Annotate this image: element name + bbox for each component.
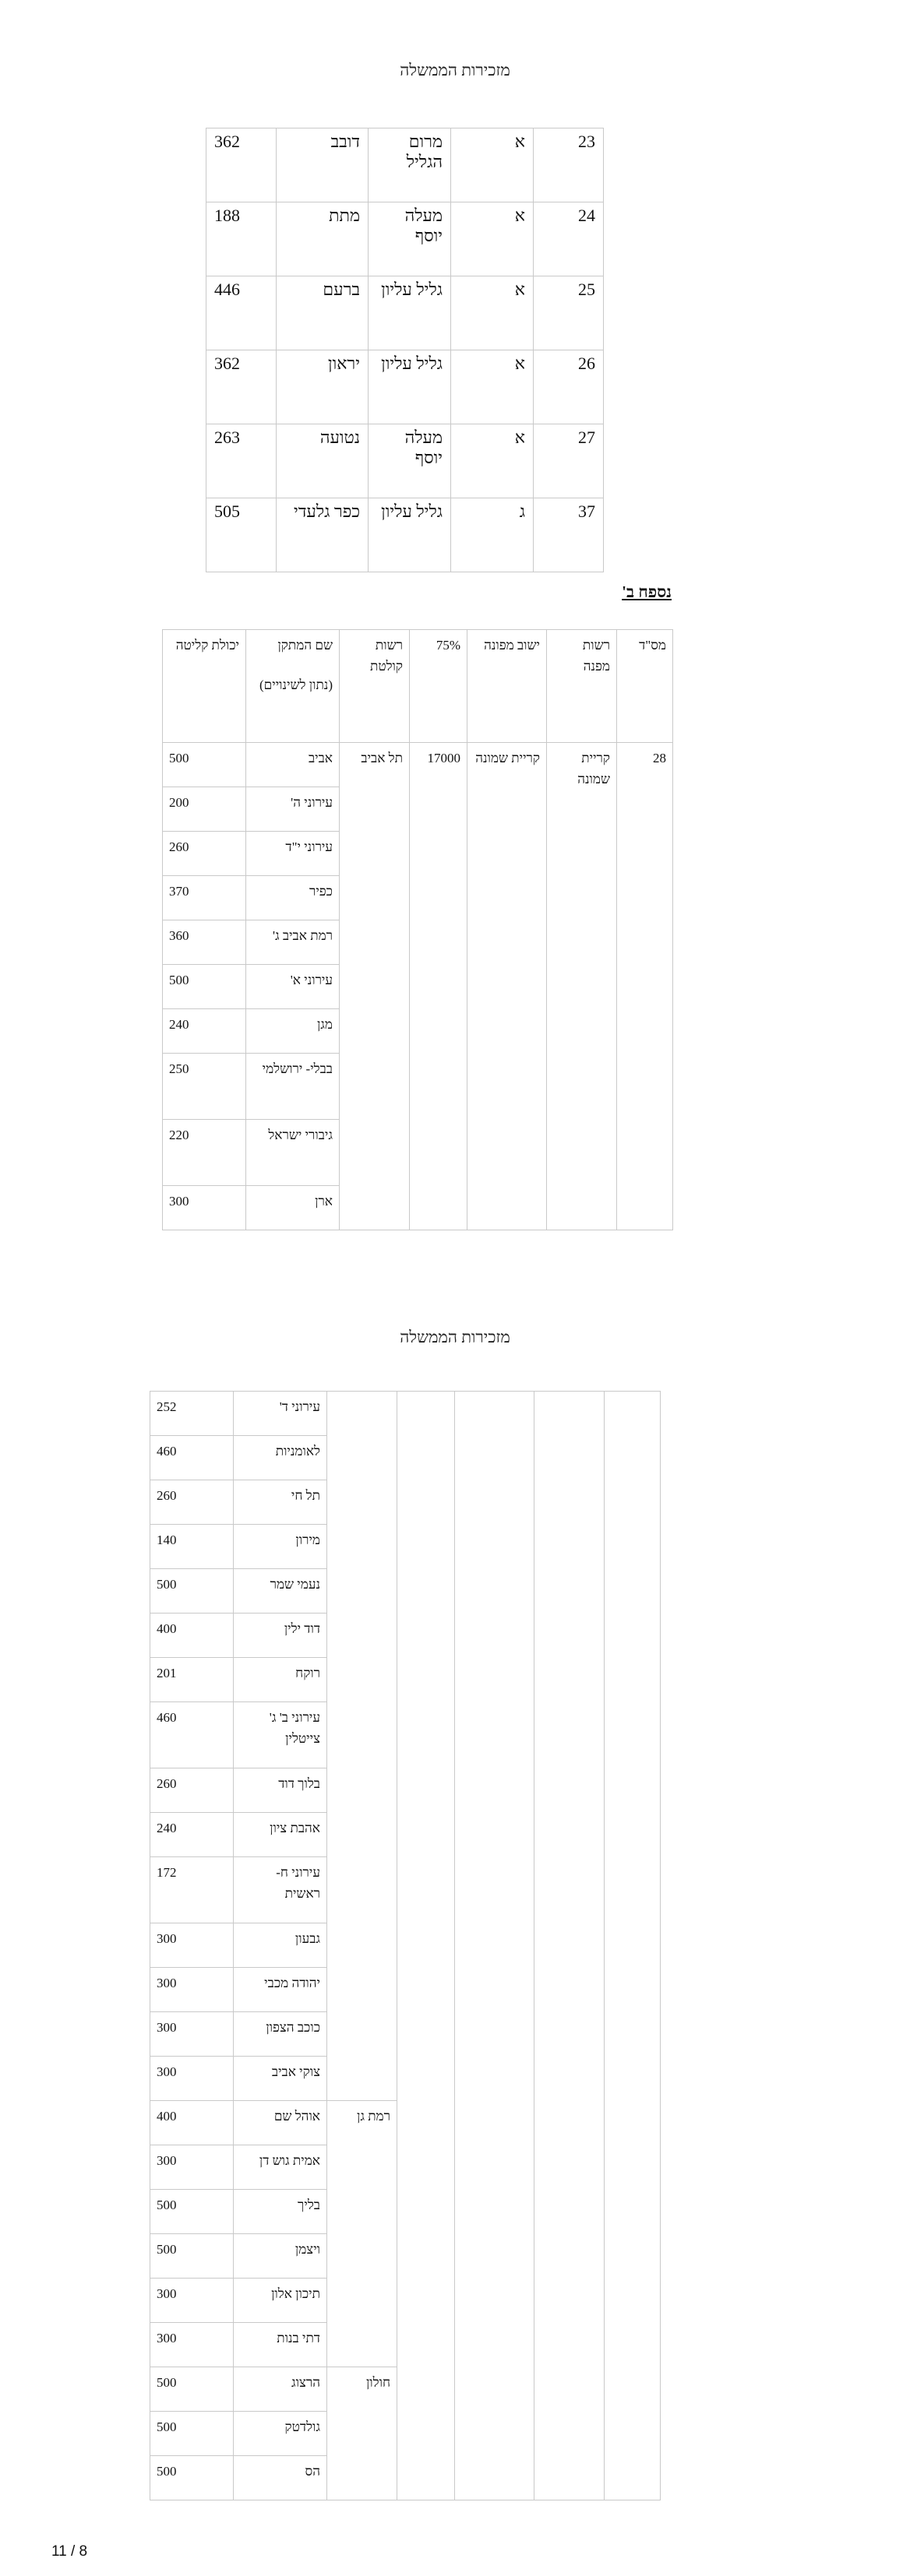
row-capacity: 300	[150, 1923, 234, 1968]
table-row	[206, 202, 604, 276]
empty-cell	[534, 1392, 605, 2500]
row-facility: עירוני א'	[246, 965, 340, 1009]
row-capacity: 460	[150, 1702, 234, 1768]
row-facility: עירוני ד'	[234, 1392, 327, 1436]
row-facility: לאומניות	[234, 1436, 327, 1480]
row-facility: כוכב הצפון	[234, 2012, 327, 2057]
row-capacity: 300	[150, 2323, 234, 2367]
row-facility: בבלי- ירושלמי	[246, 1054, 340, 1120]
row-capacity: 300	[150, 2279, 234, 2323]
row-capacity: 201	[150, 1658, 234, 1702]
row-capacity: 252	[150, 1392, 234, 1436]
row-capacity: 500	[163, 965, 246, 1009]
empty-cell	[397, 1392, 455, 2500]
row-capacity: 240	[150, 1813, 234, 1857]
page-number: 11 / 8	[51, 2543, 88, 2560]
row-capacity: 500	[150, 2190, 234, 2234]
row-settlement: יראון	[277, 350, 369, 424]
row-settlement: כפר גלעדי	[277, 498, 369, 572]
row-category: א	[451, 128, 534, 202]
row-settlement: דובב	[277, 128, 369, 202]
table-row	[163, 743, 673, 787]
row-capacity: 172	[150, 1857, 234, 1923]
row-facility: גיבורי ישראל	[246, 1120, 340, 1186]
row-facility: הס	[234, 2456, 327, 2500]
row-facility: מגן	[246, 1009, 340, 1054]
table-row	[206, 498, 604, 572]
row-category: א	[451, 202, 534, 276]
row-facility: אוהל שם	[234, 2101, 327, 2145]
row-capacity: 460	[150, 1436, 234, 1480]
table-row	[206, 424, 604, 498]
row-count: 362	[206, 128, 277, 202]
header-percent: 75%	[410, 630, 467, 743]
table-header-row	[163, 630, 673, 743]
empty-cell	[455, 1392, 534, 2500]
row-category: א	[451, 276, 534, 350]
facilities-table-1	[206, 128, 604, 572]
row-id: 25	[534, 276, 604, 350]
row-facility: תיכון אלון	[234, 2279, 327, 2323]
row-facility: עירוני ב' ג' צייטלין	[234, 1702, 327, 1768]
row-id: 24	[534, 202, 604, 276]
row-capacity: 360	[163, 920, 246, 965]
row-authority: גליל עליון	[369, 498, 451, 572]
row-authority: גליל עליון	[369, 350, 451, 424]
row-facility: אביב	[246, 743, 340, 787]
header-facility-label: שם המתקן	[277, 638, 333, 653]
row-facility: ארן	[246, 1186, 340, 1230]
row-id: 28	[617, 743, 673, 1230]
row-category: א	[451, 350, 534, 424]
row-facility: גולדטק	[234, 2412, 327, 2456]
row-settlement: נטועה	[277, 424, 369, 498]
row-facility: בליך	[234, 2190, 327, 2234]
header-receiving-authority: רשות קולטת	[340, 630, 410, 743]
header-evacuating-authority: רשות מפנה	[547, 630, 617, 743]
row-capacity: 260	[163, 832, 246, 876]
row-capacity: 500	[163, 743, 246, 787]
row-facility: גבעון	[234, 1923, 327, 1968]
empty-cell	[605, 1392, 661, 2500]
row-capacity: 400	[150, 1614, 234, 1658]
empty-cell	[327, 1392, 397, 2101]
row-facility: מירון	[234, 1525, 327, 1569]
row-facility: רמת אביב ג'	[246, 920, 340, 965]
row-capacity: 300	[163, 1186, 246, 1230]
row-settlement: מתת	[277, 202, 369, 276]
row-capacity: 500	[150, 2412, 234, 2456]
section-title: נספח ב'	[622, 582, 672, 601]
row-id: 23	[534, 128, 604, 202]
row-capacity: 260	[150, 1768, 234, 1813]
header-capacity: יכולת קליטה	[163, 630, 246, 743]
row-capacity: 140	[150, 1525, 234, 1569]
row-count: 505	[206, 498, 277, 572]
row-facility: דתי בנות	[234, 2323, 327, 2367]
receiving-authority-holon: חולון	[327, 2367, 397, 2500]
row-authority: מעלה יוסף	[369, 424, 451, 498]
header-evacuated-settlement: ישוב מפונה	[467, 630, 547, 743]
row-facility: תל חי	[234, 1480, 327, 1525]
row-id: 26	[534, 350, 604, 424]
row-facility: דוד ילין	[234, 1614, 327, 1658]
row-count: 446	[206, 276, 277, 350]
row-facility: יהודה מכבי	[234, 1968, 327, 2012]
page-header-title: מזכירות הממשלה	[400, 1328, 510, 1346]
table-row	[150, 1392, 661, 1436]
row-id: 27	[534, 424, 604, 498]
row-authority: גליל עליון	[369, 276, 451, 350]
row-facility: עירוני ה'	[246, 787, 340, 832]
row-facility: כפיר	[246, 876, 340, 920]
row-category: ג	[451, 498, 534, 572]
row-facility: עירוני י"ד	[246, 832, 340, 876]
row-percent: 17000	[410, 743, 467, 1230]
row-evacuated-settlement: קריית שמונה	[467, 743, 547, 1230]
receiving-authority-ramat-gan: רמת גן	[327, 2101, 397, 2367]
row-capacity: 500	[150, 2456, 234, 2500]
row-capacity: 300	[150, 1968, 234, 2012]
row-facility: הרצוג	[234, 2367, 327, 2412]
row-facility: אמית גוש דן	[234, 2145, 327, 2190]
page-header-title: מזכירות הממשלה	[400, 61, 510, 79]
row-category: א	[451, 424, 534, 498]
header-facility-note: (נתון לשינויים)	[259, 677, 333, 693]
header-id: מס"ד	[617, 630, 673, 743]
row-id: 37	[534, 498, 604, 572]
row-authority: מעלה יוסף	[369, 202, 451, 276]
row-count: 362	[206, 350, 277, 424]
row-facility: בלוך דוד	[234, 1768, 327, 1813]
row-receiving-authority: תל אביב	[340, 743, 410, 1230]
table-row	[206, 276, 604, 350]
row-capacity: 300	[150, 2057, 234, 2101]
row-facility: עירוני ח- ראשית	[234, 1857, 327, 1923]
row-facility: נעמי שמר	[234, 1569, 327, 1614]
facilities-table-2	[162, 629, 673, 1230]
row-capacity: 370	[163, 876, 246, 920]
row-capacity: 260	[150, 1480, 234, 1525]
facilities-table-3	[150, 1391, 661, 2500]
row-evacuating-authority: קריית שמונה	[547, 743, 617, 1230]
table-row	[206, 350, 604, 424]
row-count: 188	[206, 202, 277, 276]
row-facility: צוקי אביב	[234, 2057, 327, 2101]
row-capacity: 220	[163, 1120, 246, 1186]
row-capacity: 240	[163, 1009, 246, 1054]
row-capacity: 250	[163, 1054, 246, 1120]
row-capacity: 300	[150, 2145, 234, 2190]
row-facility: ויצמן	[234, 2234, 327, 2279]
row-capacity: 300	[150, 2012, 234, 2057]
row-authority: מרום הגליל	[369, 128, 451, 202]
row-facility: רוקח	[234, 1658, 327, 1702]
row-capacity: 500	[150, 2234, 234, 2279]
row-facility: אהבת ציון	[234, 1813, 327, 1857]
header-facility-name	[246, 630, 340, 743]
table-row	[206, 128, 604, 202]
row-capacity: 500	[150, 1569, 234, 1614]
row-settlement: ברעם	[277, 276, 369, 350]
row-capacity: 400	[150, 2101, 234, 2145]
row-capacity: 500	[150, 2367, 234, 2412]
row-count: 263	[206, 424, 277, 498]
row-capacity: 200	[163, 787, 246, 832]
